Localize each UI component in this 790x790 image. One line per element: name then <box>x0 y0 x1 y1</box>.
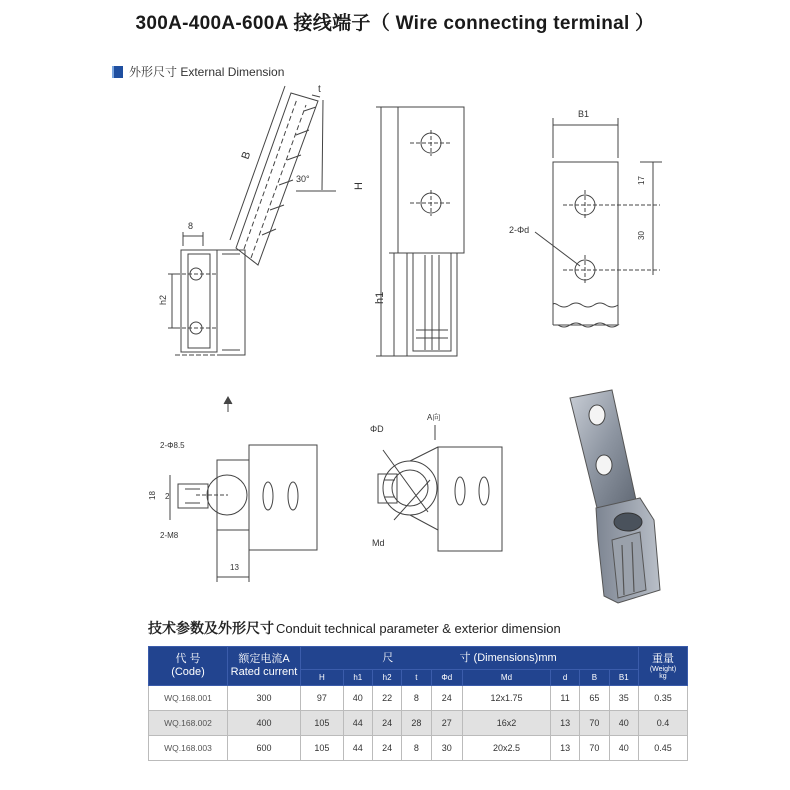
label-h1: h1 <box>374 291 386 304</box>
header-weight-unit: kg <box>659 672 667 680</box>
cell-code: WQ.168.001 <box>149 686 228 711</box>
cell-rated: 400 <box>228 711 301 736</box>
header-weight-cn: 重量 <box>652 652 674 665</box>
tech-heading <box>148 618 561 638</box>
header-col-B1: B1 <box>609 670 638 686</box>
table-row <box>149 711 688 736</box>
cell-H: 105 <box>301 736 344 761</box>
product-photo <box>570 390 660 603</box>
cell-t: 8 <box>402 736 431 761</box>
label-B1: B1 <box>578 109 590 119</box>
header-col-d: d <box>550 670 579 686</box>
cell-h1: 40 <box>343 686 372 711</box>
label-2-phi85: 2-Φ8.5 <box>160 441 185 450</box>
cell-weight: 0.45 <box>639 736 688 761</box>
label-30: 30 <box>637 231 646 240</box>
header-dims-cn: 尺 <box>382 651 394 664</box>
label-2-phid: 2-Φd <box>509 225 530 235</box>
header-weight-en: (Weight) <box>649 665 677 673</box>
header-col-h1: h1 <box>343 670 372 686</box>
top-view-clamp <box>170 397 317 582</box>
side-view-angled <box>168 86 336 355</box>
header-code-cn: 代 号 <box>175 653 201 665</box>
table-row <box>149 686 688 711</box>
header-dimensions <box>301 647 639 670</box>
cell-h1: 44 <box>343 736 372 761</box>
cell-H: 97 <box>301 686 344 711</box>
page-title: 300A-400A-600A 接线端子（ Wire connecting terminal ） <box>135 13 655 34</box>
tech-heading-cn: 技术参数及外形尺寸 <box>148 620 274 636</box>
label-h2: h2 <box>158 294 168 305</box>
cell-B1: 35 <box>609 686 638 711</box>
cell-rated: 300 <box>228 686 301 711</box>
cell-B: 70 <box>580 711 609 736</box>
cell-h2: 24 <box>372 736 401 761</box>
cell-t: 8 <box>402 686 431 711</box>
cell-d: 13 <box>550 711 579 736</box>
section-external-label: 外形尺寸 External Dimension <box>129 65 285 79</box>
cell-phid: 30 <box>431 736 463 761</box>
cell-H: 105 <box>301 711 344 736</box>
header-weight <box>639 647 688 686</box>
header-col-Md: Md <box>463 670 551 686</box>
label-2: 2 <box>165 492 170 501</box>
header-col-phid: Φd <box>431 670 463 686</box>
spec-table <box>148 646 688 761</box>
cell-phid: 24 <box>431 686 463 711</box>
header-col-h2: h2 <box>372 670 401 686</box>
label-A-direction: A向 <box>427 413 441 422</box>
technical-drawings <box>0 80 790 610</box>
label-2-m8: 2-M8 <box>160 531 179 540</box>
a-direction-view <box>378 425 502 551</box>
cell-h2: 24 <box>372 711 401 736</box>
label-17: 17 <box>637 176 646 185</box>
header-col-t: t <box>402 670 431 686</box>
label-13: 13 <box>230 563 239 572</box>
header-col-B: B <box>580 670 609 686</box>
header-rated-cn: 额定电流A <box>238 653 290 665</box>
cell-weight: 0.4 <box>639 711 688 736</box>
cell-Md: 20x2.5 <box>463 736 551 761</box>
cell-phid: 27 <box>431 711 463 736</box>
label-8: 8 <box>188 221 194 231</box>
label-phiD: ΦD <box>370 424 384 434</box>
tech-heading-en: Conduit technical parameter & exterior dimension <box>276 621 561 636</box>
cell-Md: 16x2 <box>463 711 551 736</box>
label-t: t <box>318 84 321 95</box>
header-dims-label: 寸 (Dimensions)mm <box>459 651 557 664</box>
cell-B1: 40 <box>609 711 638 736</box>
cell-B: 65 <box>580 686 609 711</box>
header-code <box>149 647 228 686</box>
cell-code: WQ.168.003 <box>149 736 228 761</box>
cell-B1: 40 <box>609 736 638 761</box>
cell-weight: 0.35 <box>639 686 688 711</box>
cell-Md: 12x1.75 <box>463 686 551 711</box>
label-H: H <box>353 182 365 190</box>
header-code-en: (Code) <box>171 666 205 678</box>
label-18: 18 <box>148 491 157 500</box>
front-view <box>376 107 464 356</box>
detail-view <box>535 118 662 327</box>
cell-d: 13 <box>550 736 579 761</box>
cell-code: WQ.168.002 <box>149 711 228 736</box>
label-30deg: 30° <box>296 174 310 184</box>
section-external-dimension <box>112 63 284 80</box>
cell-t: 28 <box>402 711 431 736</box>
header-col-H: H <box>301 670 344 686</box>
label-B: B <box>239 150 254 162</box>
cell-h1: 44 <box>343 711 372 736</box>
cell-d: 11 <box>550 686 579 711</box>
label-Md: Md <box>372 538 385 548</box>
table-row <box>149 736 688 761</box>
section-marker <box>112 66 123 78</box>
cell-h2: 22 <box>372 686 401 711</box>
cell-B: 70 <box>580 736 609 761</box>
header-rated <box>228 647 301 686</box>
header-rated-en: Rated current <box>230 666 298 678</box>
cell-rated: 600 <box>228 736 301 761</box>
